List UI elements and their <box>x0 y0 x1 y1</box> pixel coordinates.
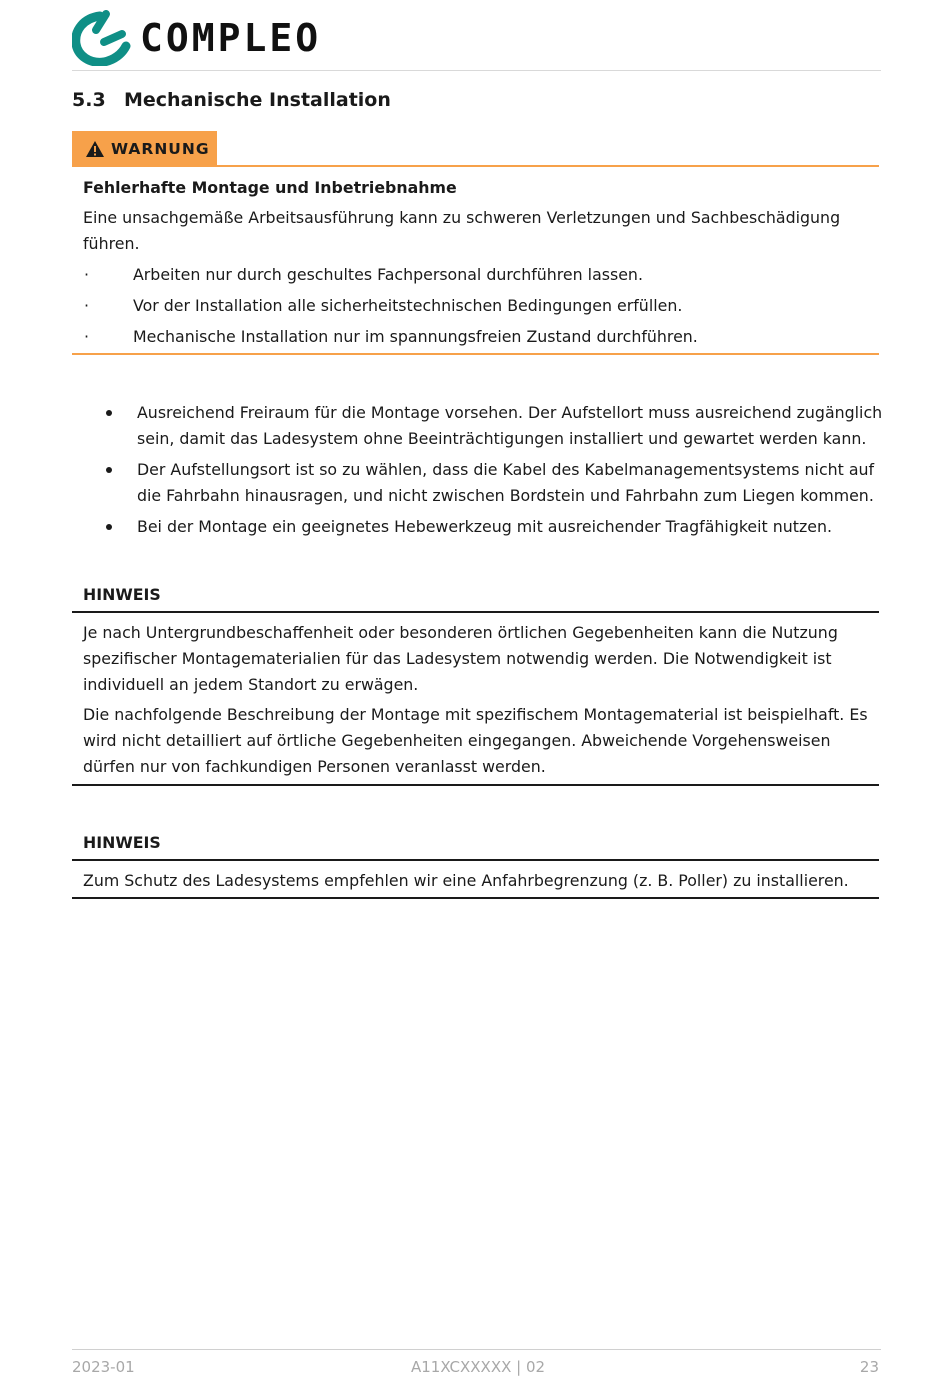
notice-text-line: Die nachfolgende Beschreibung der Montage mit spezifischem Montagematerial ist beispielhaft. Es <box>83 705 868 724</box>
notice-bottom-rule <box>72 897 879 899</box>
notice-text-line: dürfen nur von fachkundigen Personen veranlasst werden. <box>83 757 546 776</box>
footer-rule <box>72 1349 881 1350</box>
page-header <box>72 8 881 71</box>
footer-date: 2023-01 <box>72 1358 135 1376</box>
list-item-line: die Fahrbahn hinausragen, und nicht zwischen Bordstein und Fahrbahn zum Liegen kommen. <box>137 486 874 505</box>
list-item-line: Bei der Montage ein geeignetes Hebewerkzeug mit ausreichender Tragfähigkeit nutzen. <box>137 517 833 536</box>
list-item-line: Ausreichend Freiraum für die Montage vorsehen. Der Aufstellort muss ausreichend zugänglich <box>137 403 883 422</box>
notice-top-rule <box>72 611 879 613</box>
notice-text-line: individuell an jedem Standort zu erwägen. <box>83 675 419 694</box>
list-bullet-icon <box>106 467 112 473</box>
notice-title: HINWEIS <box>83 585 161 604</box>
logo-text: COMPLEO <box>140 16 322 60</box>
notice-title: HINWEIS <box>83 833 161 852</box>
list-item-line: sein, damit das Ladesystem ohne Beeinträchtigungen installiert und gewartet werden kann. <box>137 429 867 448</box>
section-title <box>72 89 391 111</box>
warning-bullet-marker: · <box>84 296 90 315</box>
section-number: 5.3 <box>72 89 106 111</box>
compleo-logo-icon <box>72 8 132 66</box>
warning-triangle-icon <box>85 140 105 158</box>
warning-text-line: Eine unsachgemäße Arbeitsausführung kann zu schweren Verletzungen und Sachbeschädigung <box>83 208 841 227</box>
list-bullet-icon <box>106 524 112 530</box>
warning-item: Vor der Installation alle sicherheitstechnischen Bedingungen erfüllen. <box>133 296 683 315</box>
warning-bottom-rule <box>72 353 879 355</box>
warning-heading: Fehlerhafte Montage und Inbetriebnahme <box>83 178 457 197</box>
footer-page-number: 23 <box>859 1358 879 1376</box>
warning-item: Mechanische Installation nur im spannungsfreien Zustand durchführen. <box>133 327 698 346</box>
warning-item: Arbeiten nur durch geschultes Fachpersonal durchführen lassen. <box>133 265 643 284</box>
notice-top-rule <box>72 859 879 861</box>
list-item-line: Der Aufstellungsort ist so zu wählen, dass die Kabel des Kabelmanagementsystems nicht auf <box>137 460 875 479</box>
section-title-text: Mechanische Installation <box>124 89 391 111</box>
notice-text-line: Je nach Untergrundbeschaffenheit oder besonderen örtlichen Gegebenheiten kann die Nutzung <box>83 623 838 642</box>
warning-text-line: führen. <box>83 234 140 253</box>
notice-text-line: wird nicht detailliert auf örtliche Gegebenheiten eingegangen. Abweichende Vorgehensweisen <box>83 731 831 750</box>
warning-bullet-marker: · <box>84 327 90 346</box>
warning-top-rule <box>72 165 879 167</box>
notice-bottom-rule <box>72 784 879 786</box>
warning-label: WARNUNG <box>111 140 210 158</box>
list-bullet-icon <box>106 410 112 416</box>
footer-doc-id: A11XCXXXXX | 02 <box>411 1358 546 1376</box>
notice-text-line: spezifischer Montagematerialien für das Ladesystem notwendig werden. Die Notwendigkeit ist <box>83 649 832 668</box>
warning-label-tab <box>72 131 217 167</box>
warning-bullet-marker: · <box>84 265 90 284</box>
notice-text-line: Zum Schutz des Ladesystems empfehlen wir eine Anfahrbegrenzung (z. B. Poller) zu installieren. <box>83 871 849 890</box>
